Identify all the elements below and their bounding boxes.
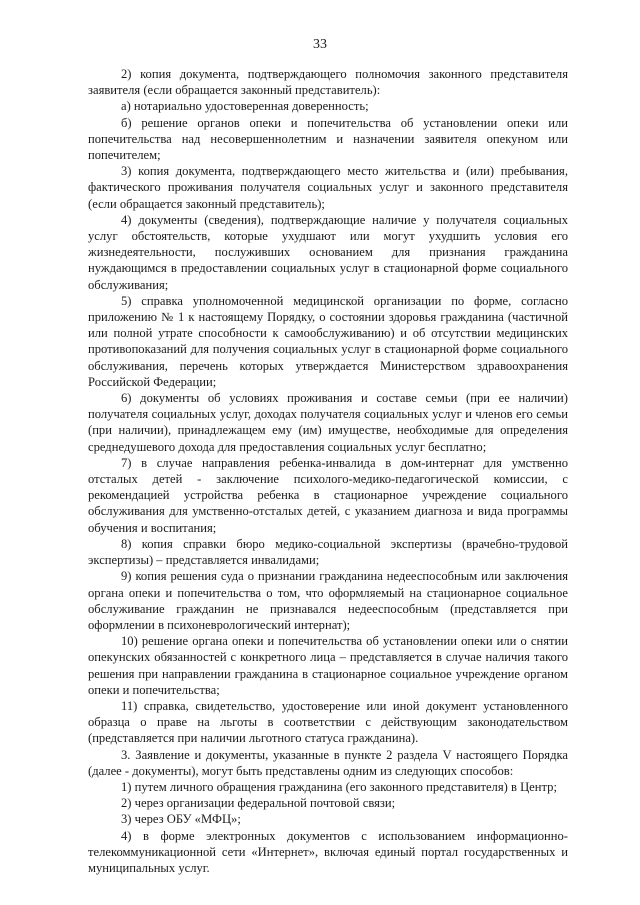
- paragraph: 10) решение органа опеки и попечительства об установлении опеки или о снятии опекунских обязанностей с конкретного лица – представляется в случае наличия такого решения при направлении гражданина в стационарное социальное учреждение органом опеки и попечительства;: [88, 634, 568, 697]
- paragraph: 2) через организации федеральной почтовой связи;: [121, 796, 396, 811]
- paragraph: 8) копия справки бюро медико-социальной экспертизы (врачебно-трудовой экспертизы) – представляется инвалидами;: [88, 536, 568, 568]
- paragraph: 2) копия документа, подтверждающего полномочия законного представителя заявителя (если обращается законный представитель):: [88, 67, 568, 98]
- paragraph: 7) в случае направления ребенка-инвалида в дом-интернат для умственно отсталых детей - заключение психолого-медико-педагогической комиссии, с рекомендацией устройства ребенка в стационарное учреждение социального обслуживания для умственно-отсталых детей, с указанием диагноза и вида программы обучения и воспитания;: [88, 455, 568, 535]
- paragraph: 3. Заявление и документы, указанные в пункте 2 раздела V настоящего Порядка (далее - документы), могут быть представлены одним из следующих способов:: [88, 747, 568, 778]
- paragraph: 3) копия документа, подтверждающего место жительства и (или) пребывания, фактического проживания получателя социальных услуг и законного представителя (если обращается законный представитель);: [88, 164, 568, 211]
- page-number: 33: [313, 37, 327, 52]
- paragraph: 4) документы (сведения), подтверждающие наличие у получателя социальных услуг обстоятельств, которые ухудшают или могут ухудшить условия его жизнедеятельности, послуживших основанием для признания гражданина нуждающимся в предоставлении социальных услуг в стационарной форме социального обслуживания;: [88, 212, 568, 292]
- paragraph: 11) справка, свидетельство, удостоверение или иной документ установленного образца о праве на льготы в соответствии с действующим законодательством (представляется при наличии льготного статуса гражданина).: [88, 698, 568, 746]
- paragraph: 4) в форме электронных документов с использованием информационно-телекоммуникационной сети «Интернет», включая единый портал государственных и муниципальных услуг.: [88, 828, 568, 875]
- paragraph: 1) путем личного обращения гражданина (его законного представителя) в Центр;: [121, 779, 557, 794]
- paragraph: 5) справка уполномоченной медицинской организации по форме, согласно приложению № 1 к настоящему Порядку, о состоянии здоровья гражданина (частичной или полной утрате способности к самообслуживанию) и об отсутствии медицинских противопоказаний для получения социальных услуг в стационарной форме социального обслуживания, перечень которых утверждается Министерством здравоохранения Российской Федерации;: [88, 293, 568, 389]
- paragraph: б) решение органов опеки и попечительства об установлении опеки или попечительства над несовершеннолетним и назначении заявителя опекуном или попечителем;: [88, 115, 568, 163]
- document-body: [88, 66, 568, 876]
- paragraph: 3) через ОБУ «МФЦ»;: [121, 812, 241, 827]
- paragraph: 9) копия решения суда о признании гражданина недееспособным или заключения органа опеки и попечительства о том, что оформляемый на стационарное социальное обслуживание гражданин не признавался недееспособным (представляется при оформлении в психоневрологический интернат);: [88, 569, 568, 632]
- paragraph: а) нотариально удостоверенная доверенность;: [121, 99, 369, 114]
- paragraph: 6) документы об условиях проживания и составе семьи (при ее наличии) получателя социальных услуг, доходах получателя социальных услуг и членов его семьи (при наличии), принадлежащем ему (им) имуществе, необходимые для определения среднедушевого дохода для предоставления социальных услуг бесплатно;: [88, 391, 568, 454]
